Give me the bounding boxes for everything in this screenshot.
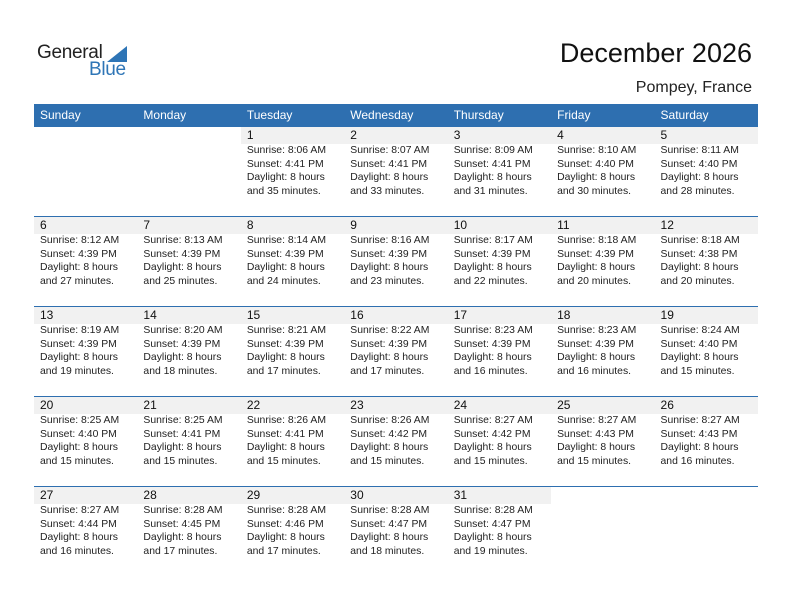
daylight-minutes-text: and 27 minutes. xyxy=(40,275,114,287)
sunrise-text: Sunrise: 8:14 AM xyxy=(246,235,326,246)
sunrise-text: Sunrise: 8:26 AM xyxy=(246,415,326,426)
day-number: 1 xyxy=(246,128,254,142)
day-cell xyxy=(551,307,654,396)
day-number: 28 xyxy=(143,488,157,502)
day-cell xyxy=(137,307,240,396)
sunset-text: Sunset: 4:47 PM xyxy=(350,518,428,530)
day-number: 8 xyxy=(246,218,254,232)
daylight-text: Daylight: 8 hours xyxy=(660,442,739,453)
daylight-minutes-text: and 20 minutes. xyxy=(557,275,632,287)
daylight-minutes-text: and 28 minutes. xyxy=(660,185,735,197)
daylight-text: Daylight: 8 hours xyxy=(40,532,118,543)
day-cell xyxy=(655,307,758,396)
sunset-text: Sunset: 4:42 PM xyxy=(453,428,531,440)
sunset-text: Sunset: 4:39 PM xyxy=(453,248,531,260)
daylight-minutes-text: and 15 minutes. xyxy=(246,455,321,467)
sunrise-text: Sunrise: 8:06 AM xyxy=(246,145,326,156)
day-number: 3 xyxy=(453,128,461,142)
day-cell xyxy=(241,487,344,576)
weekday-header xyxy=(34,104,758,126)
sunrise-text: Sunrise: 8:21 AM xyxy=(246,325,326,336)
weekday-saturday: Saturday xyxy=(660,108,709,122)
day-number: 15 xyxy=(246,308,261,322)
sunrise-text: Sunrise: 8:18 AM xyxy=(557,235,637,246)
day-number: 24 xyxy=(453,398,468,412)
day-cell xyxy=(551,487,654,576)
daylight-minutes-text: and 16 minutes. xyxy=(557,365,632,377)
daylight-minutes-text: and 33 minutes. xyxy=(350,185,425,197)
day-number: 25 xyxy=(557,398,571,412)
week-row xyxy=(34,216,758,307)
day-cell xyxy=(344,397,447,486)
day-cell xyxy=(448,487,551,576)
daylight-minutes-text: and 19 minutes. xyxy=(40,365,114,377)
day-cell xyxy=(551,217,654,306)
sunset-text: Sunset: 4:40 PM xyxy=(40,428,117,440)
day-cell xyxy=(241,307,344,396)
day-number: 27 xyxy=(40,488,54,502)
calendar-title: December 2026 xyxy=(559,38,752,68)
day-cell xyxy=(241,217,344,306)
day-cell xyxy=(34,217,137,306)
day-number: 21 xyxy=(143,398,157,412)
sunset-text: Sunset: 4:41 PM xyxy=(246,158,324,170)
day-number: 2 xyxy=(350,128,357,142)
sunset-text: Sunset: 4:46 PM xyxy=(246,518,324,530)
day-number-strip xyxy=(344,127,447,144)
day-cell xyxy=(448,397,551,486)
daylight-minutes-text: and 30 minutes. xyxy=(557,185,632,197)
day-sun-info xyxy=(350,504,429,558)
day-cell xyxy=(34,307,137,396)
sunset-text: Sunset: 4:41 PM xyxy=(246,428,324,440)
day-sun-info xyxy=(247,504,326,558)
daylight-text: Daylight: 8 hours xyxy=(350,532,429,543)
sunset-text: Sunset: 4:42 PM xyxy=(350,428,428,440)
day-cell xyxy=(34,487,137,576)
daylight-minutes-text: and 15 minutes. xyxy=(660,365,735,377)
daylight-text: Daylight: 8 hours xyxy=(246,532,325,543)
day-sun-info xyxy=(247,144,326,198)
day-number: 20 xyxy=(40,398,54,412)
sunrise-text: Sunrise: 8:28 AM xyxy=(453,505,533,516)
daylight-minutes-text: and 16 minutes. xyxy=(453,365,528,377)
sunset-text: Sunset: 4:43 PM xyxy=(557,428,634,440)
daylight-minutes-text: and 25 minutes. xyxy=(143,275,218,287)
day-number: 23 xyxy=(350,398,364,412)
daylight-minutes-text: and 24 minutes. xyxy=(246,275,321,287)
sunrise-text: Sunrise: 8:22 AM xyxy=(350,325,430,336)
daylight-text: Daylight: 8 hours xyxy=(453,172,532,183)
sunrise-text: Sunrise: 8:18 AM xyxy=(660,235,740,246)
day-sun-info xyxy=(143,414,222,468)
daylight-text: Daylight: 8 hours xyxy=(143,262,222,273)
daylight-minutes-text: and 18 minutes. xyxy=(143,365,218,377)
day-number-strip xyxy=(241,217,344,234)
day-number: 9 xyxy=(350,218,357,232)
weekday-sunday: Sunday xyxy=(40,108,81,122)
daylight-minutes-text: and 31 minutes. xyxy=(453,185,528,197)
sunset-text: Sunset: 4:40 PM xyxy=(660,158,738,170)
week-row xyxy=(34,126,758,217)
day-number: 10 xyxy=(453,218,468,232)
day-sun-info xyxy=(40,324,119,378)
sunrise-text: Sunrise: 8:12 AM xyxy=(40,235,120,246)
daylight-minutes-text: and 19 minutes. xyxy=(453,545,528,557)
day-sun-info xyxy=(40,504,119,558)
day-number: 14 xyxy=(143,308,157,322)
sunset-text: Sunset: 4:47 PM xyxy=(453,518,531,530)
sunset-text: Sunset: 4:39 PM xyxy=(557,248,634,260)
daylight-minutes-text: and 15 minutes. xyxy=(40,455,114,467)
sunset-text: Sunset: 4:40 PM xyxy=(660,338,738,350)
day-sun-info xyxy=(557,144,636,198)
day-sun-info xyxy=(247,234,326,288)
daylight-text: Daylight: 8 hours xyxy=(557,262,636,273)
day-number-strip xyxy=(34,217,137,234)
daylight-minutes-text: and 15 minutes. xyxy=(143,455,218,467)
daylight-minutes-text: and 18 minutes. xyxy=(350,545,425,557)
daylight-text: Daylight: 8 hours xyxy=(40,442,118,453)
day-number: 17 xyxy=(453,308,468,322)
day-sun-info xyxy=(350,144,429,198)
sunrise-text: Sunrise: 8:24 AM xyxy=(660,325,740,336)
day-sun-info xyxy=(247,324,326,378)
day-sun-info xyxy=(40,414,119,468)
day-sun-info xyxy=(247,414,326,468)
day-cell xyxy=(655,397,758,486)
day-cell xyxy=(241,127,344,216)
day-sun-info xyxy=(454,504,533,558)
day-number: 22 xyxy=(246,398,261,412)
day-cell xyxy=(344,307,447,396)
sunset-text: Sunset: 4:41 PM xyxy=(453,158,531,170)
day-sun-info xyxy=(143,234,222,288)
daylight-minutes-text: and 17 minutes. xyxy=(350,365,425,377)
day-cell xyxy=(655,127,758,216)
day-cell xyxy=(137,217,240,306)
sunset-text: Sunset: 4:44 PM xyxy=(40,518,117,530)
day-cell xyxy=(34,397,137,486)
sunrise-text: Sunrise: 8:07 AM xyxy=(350,145,430,156)
day-sun-info xyxy=(350,234,429,288)
sunrise-text: Sunrise: 8:23 AM xyxy=(453,325,533,336)
day-cell xyxy=(34,127,137,216)
week-row xyxy=(34,396,758,487)
day-cell xyxy=(344,127,447,216)
sunrise-text: Sunrise: 8:09 AM xyxy=(453,145,533,156)
daylight-text: Daylight: 8 hours xyxy=(246,352,325,363)
day-number: 29 xyxy=(246,488,261,502)
day-cell xyxy=(137,397,240,486)
week-row xyxy=(34,306,758,397)
sunset-text: Sunset: 4:39 PM xyxy=(40,248,117,260)
sunrise-text: Sunrise: 8:13 AM xyxy=(143,235,223,246)
week-row xyxy=(34,486,758,577)
daylight-text: Daylight: 8 hours xyxy=(246,442,325,453)
daylight-minutes-text: and 20 minutes. xyxy=(660,275,735,287)
day-sun-info xyxy=(143,324,222,378)
day-cell xyxy=(241,397,344,486)
day-number: 4 xyxy=(557,128,564,142)
day-cell xyxy=(655,217,758,306)
day-cell xyxy=(551,397,654,486)
day-sun-info xyxy=(40,234,119,288)
daylight-text: Daylight: 8 hours xyxy=(453,352,532,363)
daylight-text: Daylight: 8 hours xyxy=(453,262,532,273)
day-sun-info xyxy=(557,234,636,288)
daylight-text: Daylight: 8 hours xyxy=(557,352,636,363)
sunrise-text: Sunrise: 8:25 AM xyxy=(143,415,223,426)
daylight-minutes-text: and 22 minutes. xyxy=(453,275,528,287)
day-cell xyxy=(551,127,654,216)
day-number: 12 xyxy=(660,218,674,232)
sunrise-text: Sunrise: 8:17 AM xyxy=(453,235,533,246)
day-number: 6 xyxy=(40,218,47,232)
daylight-minutes-text: and 16 minutes. xyxy=(40,545,114,557)
daylight-text: Daylight: 8 hours xyxy=(40,262,118,273)
daylight-minutes-text: and 17 minutes. xyxy=(246,545,321,557)
day-number-strip xyxy=(655,127,758,144)
sunrise-text: Sunrise: 8:10 AM xyxy=(557,145,637,156)
sunrise-text: Sunrise: 8:25 AM xyxy=(40,415,120,426)
sunrise-text: Sunrise: 8:11 AM xyxy=(660,145,739,156)
daylight-text: Daylight: 8 hours xyxy=(143,442,222,453)
daylight-text: Daylight: 8 hours xyxy=(660,172,739,183)
day-sun-info xyxy=(454,144,533,198)
daylight-text: Daylight: 8 hours xyxy=(143,352,222,363)
day-cell xyxy=(448,127,551,216)
sunrise-text: Sunrise: 8:27 AM xyxy=(453,415,533,426)
daylight-text: Daylight: 8 hours xyxy=(557,442,636,453)
daylight-text: Daylight: 8 hours xyxy=(557,172,636,183)
daylight-text: Daylight: 8 hours xyxy=(350,352,429,363)
logo-word-general: General xyxy=(37,42,103,63)
day-number: 7 xyxy=(143,218,151,232)
daylight-minutes-text: and 35 minutes. xyxy=(246,185,321,197)
daylight-minutes-text: and 15 minutes. xyxy=(557,455,632,467)
day-number-strip xyxy=(551,127,654,144)
sunset-text: Sunset: 4:39 PM xyxy=(350,338,428,350)
sunset-text: Sunset: 4:43 PM xyxy=(660,428,738,440)
sunset-text: Sunset: 4:39 PM xyxy=(557,338,634,350)
day-sun-info xyxy=(557,414,636,468)
day-sun-info xyxy=(661,324,740,378)
sunset-text: Sunset: 4:40 PM xyxy=(557,158,634,170)
day-number: 31 xyxy=(453,488,468,502)
sunset-text: Sunset: 4:45 PM xyxy=(143,518,221,530)
daylight-minutes-text: and 17 minutes. xyxy=(246,365,321,377)
day-sun-info xyxy=(454,234,533,288)
weekday-friday: Friday xyxy=(557,108,591,122)
logo-word-blue: Blue xyxy=(89,59,126,80)
daylight-minutes-text: and 23 minutes. xyxy=(350,275,425,287)
weekday-monday: Monday xyxy=(143,108,187,122)
day-cell xyxy=(137,487,240,576)
day-sun-info xyxy=(350,414,429,468)
daylight-text: Daylight: 8 hours xyxy=(350,262,429,273)
day-sun-info xyxy=(661,144,739,198)
day-number: 19 xyxy=(660,308,674,322)
daylight-minutes-text: and 15 minutes. xyxy=(350,455,425,467)
day-number: 18 xyxy=(557,308,571,322)
calendar-location: Pompey, France xyxy=(635,79,752,96)
day-number-strip xyxy=(448,127,551,144)
day-number: 5 xyxy=(660,128,668,142)
weekday-thursday: Thursday xyxy=(453,108,504,122)
sunset-text: Sunset: 4:41 PM xyxy=(350,158,428,170)
day-cell xyxy=(344,487,447,576)
daylight-text: Daylight: 8 hours xyxy=(40,352,118,363)
sunrise-text: Sunrise: 8:28 AM xyxy=(143,505,223,516)
daylight-minutes-text: and 15 minutes. xyxy=(453,455,528,467)
sunset-text: Sunset: 4:39 PM xyxy=(453,338,531,350)
daylight-text: Daylight: 8 hours xyxy=(660,262,739,273)
day-sun-info xyxy=(557,324,636,378)
weekday-tuesday: Tuesday xyxy=(246,108,293,122)
sunset-text: Sunset: 4:41 PM xyxy=(143,428,221,440)
sunrise-text: Sunrise: 8:28 AM xyxy=(350,505,430,516)
sunrise-text: Sunrise: 8:28 AM xyxy=(246,505,326,516)
day-number: 11 xyxy=(557,218,570,232)
daylight-text: Daylight: 8 hours xyxy=(660,352,739,363)
sunset-text: Sunset: 4:39 PM xyxy=(246,338,324,350)
day-number: 26 xyxy=(660,398,674,412)
daylight-text: Daylight: 8 hours xyxy=(453,442,532,453)
daylight-minutes-text: and 17 minutes. xyxy=(143,545,218,557)
daylight-text: Daylight: 8 hours xyxy=(246,262,325,273)
sunrise-text: Sunrise: 8:20 AM xyxy=(143,325,223,336)
sunset-text: Sunset: 4:39 PM xyxy=(143,338,221,350)
day-cell xyxy=(655,487,758,576)
day-sun-info xyxy=(661,234,740,288)
sunset-text: Sunset: 4:39 PM xyxy=(143,248,221,260)
daylight-minutes-text: and 16 minutes. xyxy=(660,455,735,467)
sunset-text: Sunset: 4:39 PM xyxy=(350,248,428,260)
sunrise-text: Sunrise: 8:27 AM xyxy=(660,415,740,426)
sunrise-text: Sunrise: 8:16 AM xyxy=(350,235,430,246)
day-cell xyxy=(448,307,551,396)
day-sun-info xyxy=(454,414,533,468)
sunrise-text: Sunrise: 8:27 AM xyxy=(557,415,637,426)
generalblue-logo xyxy=(37,42,137,82)
daylight-text: Daylight: 8 hours xyxy=(143,532,222,543)
day-number-strip xyxy=(137,217,240,234)
sunset-text: Sunset: 4:39 PM xyxy=(40,338,117,350)
day-sun-info xyxy=(454,324,533,378)
sunrise-text: Sunrise: 8:27 AM xyxy=(40,505,120,516)
sunrise-text: Sunrise: 8:19 AM xyxy=(40,325,120,336)
day-number-strip xyxy=(344,217,447,234)
day-number: 30 xyxy=(350,488,364,502)
weekday-wednesday: Wednesday xyxy=(350,108,414,122)
day-sun-info xyxy=(350,324,429,378)
daylight-text: Daylight: 8 hours xyxy=(453,532,532,543)
day-cell xyxy=(137,127,240,216)
daylight-text: Daylight: 8 hours xyxy=(246,172,325,183)
sunrise-text: Sunrise: 8:26 AM xyxy=(350,415,430,426)
sunset-text: Sunset: 4:38 PM xyxy=(660,248,738,260)
sunset-text: Sunset: 4:39 PM xyxy=(246,248,324,260)
daylight-text: Daylight: 8 hours xyxy=(350,172,429,183)
day-sun-info xyxy=(661,414,740,468)
day-cell xyxy=(344,217,447,306)
sunrise-text: Sunrise: 8:23 AM xyxy=(557,325,637,336)
day-number: 16 xyxy=(350,308,364,322)
day-number-strip xyxy=(241,127,344,144)
day-sun-info xyxy=(143,504,222,558)
day-cell xyxy=(448,217,551,306)
daylight-text: Daylight: 8 hours xyxy=(350,442,429,453)
day-number: 13 xyxy=(40,308,54,322)
